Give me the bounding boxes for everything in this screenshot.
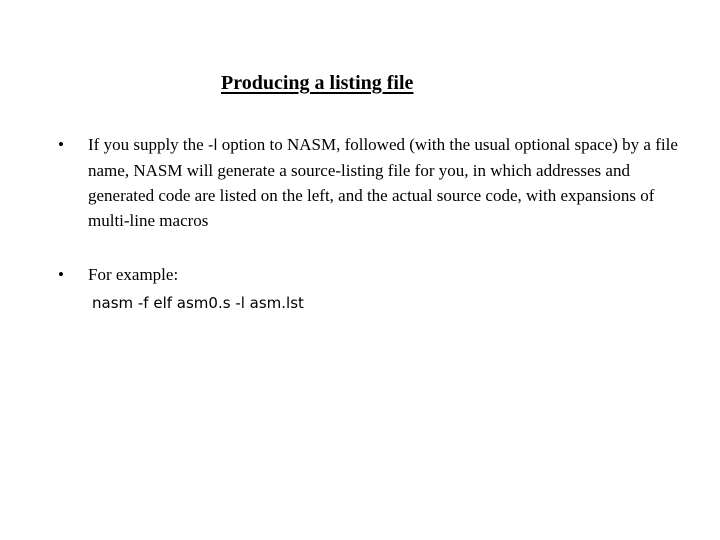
bullet-marker: • xyxy=(58,135,64,154)
bullet-text xyxy=(88,132,678,233)
bullet-marker: • xyxy=(58,265,64,284)
example-command: nasm -f elf asm0.s -l asm.lst xyxy=(92,294,304,312)
bullet-text-before: If you supply the xyxy=(88,135,208,154)
option-code: -l xyxy=(207,136,218,154)
bullet-item-example xyxy=(58,262,678,287)
bullet-item-listing-option xyxy=(58,132,678,233)
slide-title: Producing a listing file xyxy=(221,72,414,94)
bullet-text: For example: xyxy=(88,265,179,284)
bullet-text-after: option to NASM, followed (with the usual optional space) by a file name, NASM will generate a source-listing file for you, in which addresses and generated code are listed on the left, and the actual source code, with expansions of multi-line macros xyxy=(88,135,678,230)
